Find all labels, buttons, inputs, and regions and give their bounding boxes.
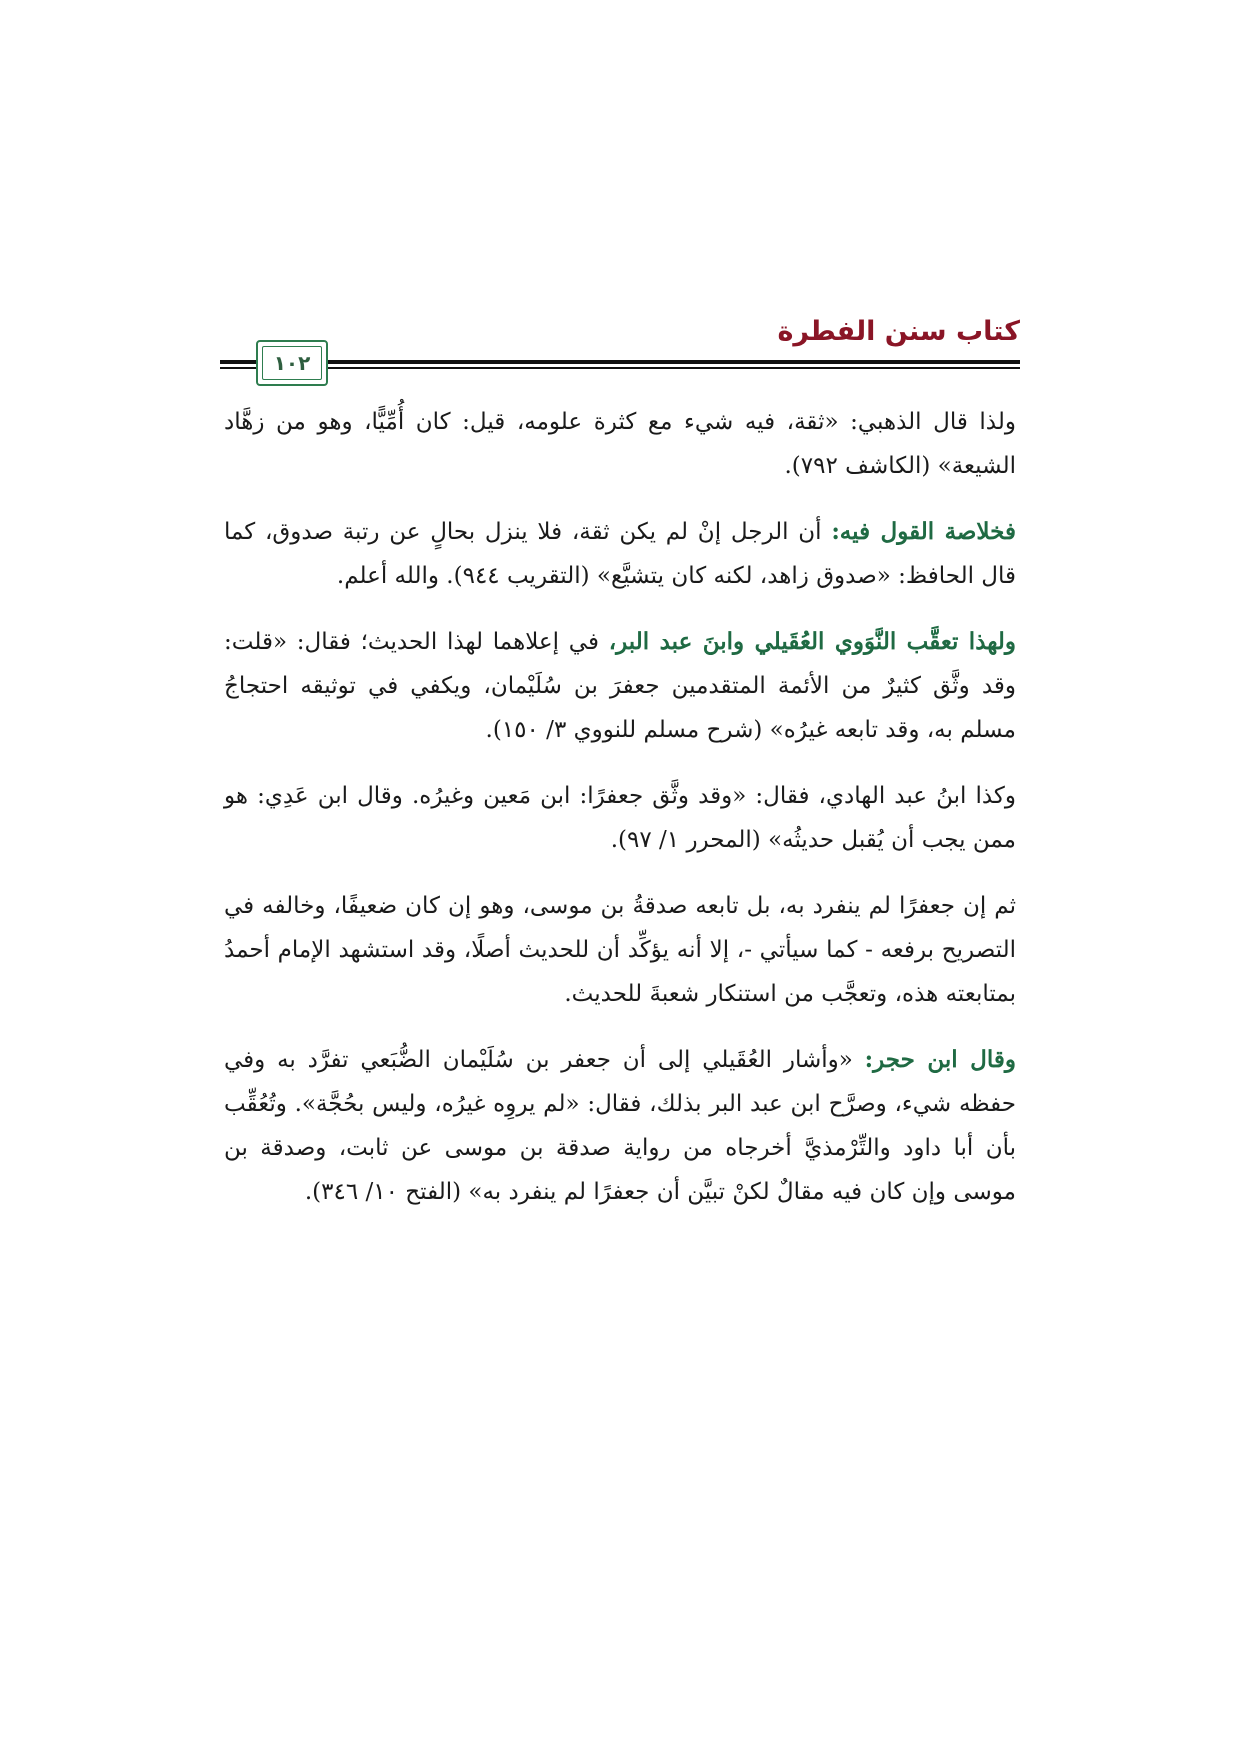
page-number-frame — [256, 340, 328, 386]
page-number: ١٠٢ — [273, 351, 311, 375]
paragraph-3 — [224, 620, 1016, 752]
paragraph-text: ولذا قال الذهبي: «ثقة، فيه شيء مع كثرة علومه، قيل: كان أُمِّيًّا، وهو من زهَّاد الشيعة» (الكاشف ٧٩٢). — [224, 409, 1016, 479]
paragraph-lead: فخلاصة القول فيه: — [831, 518, 1016, 545]
paragraph-text: وكذا ابنُ عبد الهادي، فقال: «وقد وثَّق جعفرًا: ابن مَعين وغيرُه. وقال ابن عَدِي: هو ممن يجب أن يُقبل حديثُه» (المحرر ١/ ٩٧). — [224, 783, 1016, 853]
paragraph-5 — [224, 884, 1016, 1016]
paragraph-lead: وقال ابن حجر: — [864, 1046, 1016, 1073]
paragraph-text: ثم إن جعفرًا لم ينفرد به، بل تابعه صدقةُ بن موسى، وهو إن كان ضعيفًا، وخالفه في التصريح برفعه - كما سيأتي -، إلا أنه يؤكِّد أن للحديث أصلًا، وقد استشهد الإمام أحمدُ بمتابعته هذه، وتعجَّب من استنكار شعبةَ للحديث. — [224, 893, 1016, 1007]
page-body — [224, 400, 1016, 1236]
paragraph-2 — [224, 510, 1016, 598]
paragraph-6 — [224, 1038, 1016, 1214]
header-rule-thick — [220, 360, 1020, 364]
paragraph-text: أن الرجل إنْ لم يكن ثقة، فلا ينزل بحالٍ عن رتبة صدوق، كما قال الحافظ: «صدوق زاهد، لكنه كان يتشيَّع» (التقريب ٩٤٤). والله أعلم. — [224, 519, 1016, 589]
book-title: كتاب سنن الفطرة — [777, 316, 1020, 347]
paragraph-text: في إعلاهما لهذا الحديث؛ فقال: «قلت: وقد وثَّق كثيرٌ من الأئمة المتقدمين جعفرَ بن سُلَيْمان، ويكفي في توثيقه احتجاجُ مسلم به، وقد تابعه غيرُه» (شرح مسلم للنووي ٣/ ١٥٠). — [224, 629, 1016, 743]
paragraph-1 — [224, 400, 1016, 488]
paragraph-text: «وأشار العُقَيلي إلى أن جعفر بن سُلَيْمان الضُّبَعي تفرَّد به وفي حفظه شيء، وصرَّح ابن عبد البر بذلك، فقال: «لم يروِه غيرُه، وليس بحُجَّة». وتُعُقِّب بأن أبا داود والتِّرْمذيَّ أخرجاه من رواية صدقة بن موسى عن ثابت، وصدقة بن موسى وإن كان فيه مقالٌ لكنْ تبيَّن أن جعفرًا لم ينفرد به» (الفتح ١٠/ ٣٤٦). — [224, 1047, 1016, 1205]
header-rule-thin — [220, 367, 1020, 369]
paragraph-lead: ولهذا تعقَّب النَّوَوي العُقَيلي وابنَ عبد البر، — [608, 628, 1016, 655]
page-header — [220, 316, 1020, 386]
paragraph-4 — [224, 774, 1016, 862]
